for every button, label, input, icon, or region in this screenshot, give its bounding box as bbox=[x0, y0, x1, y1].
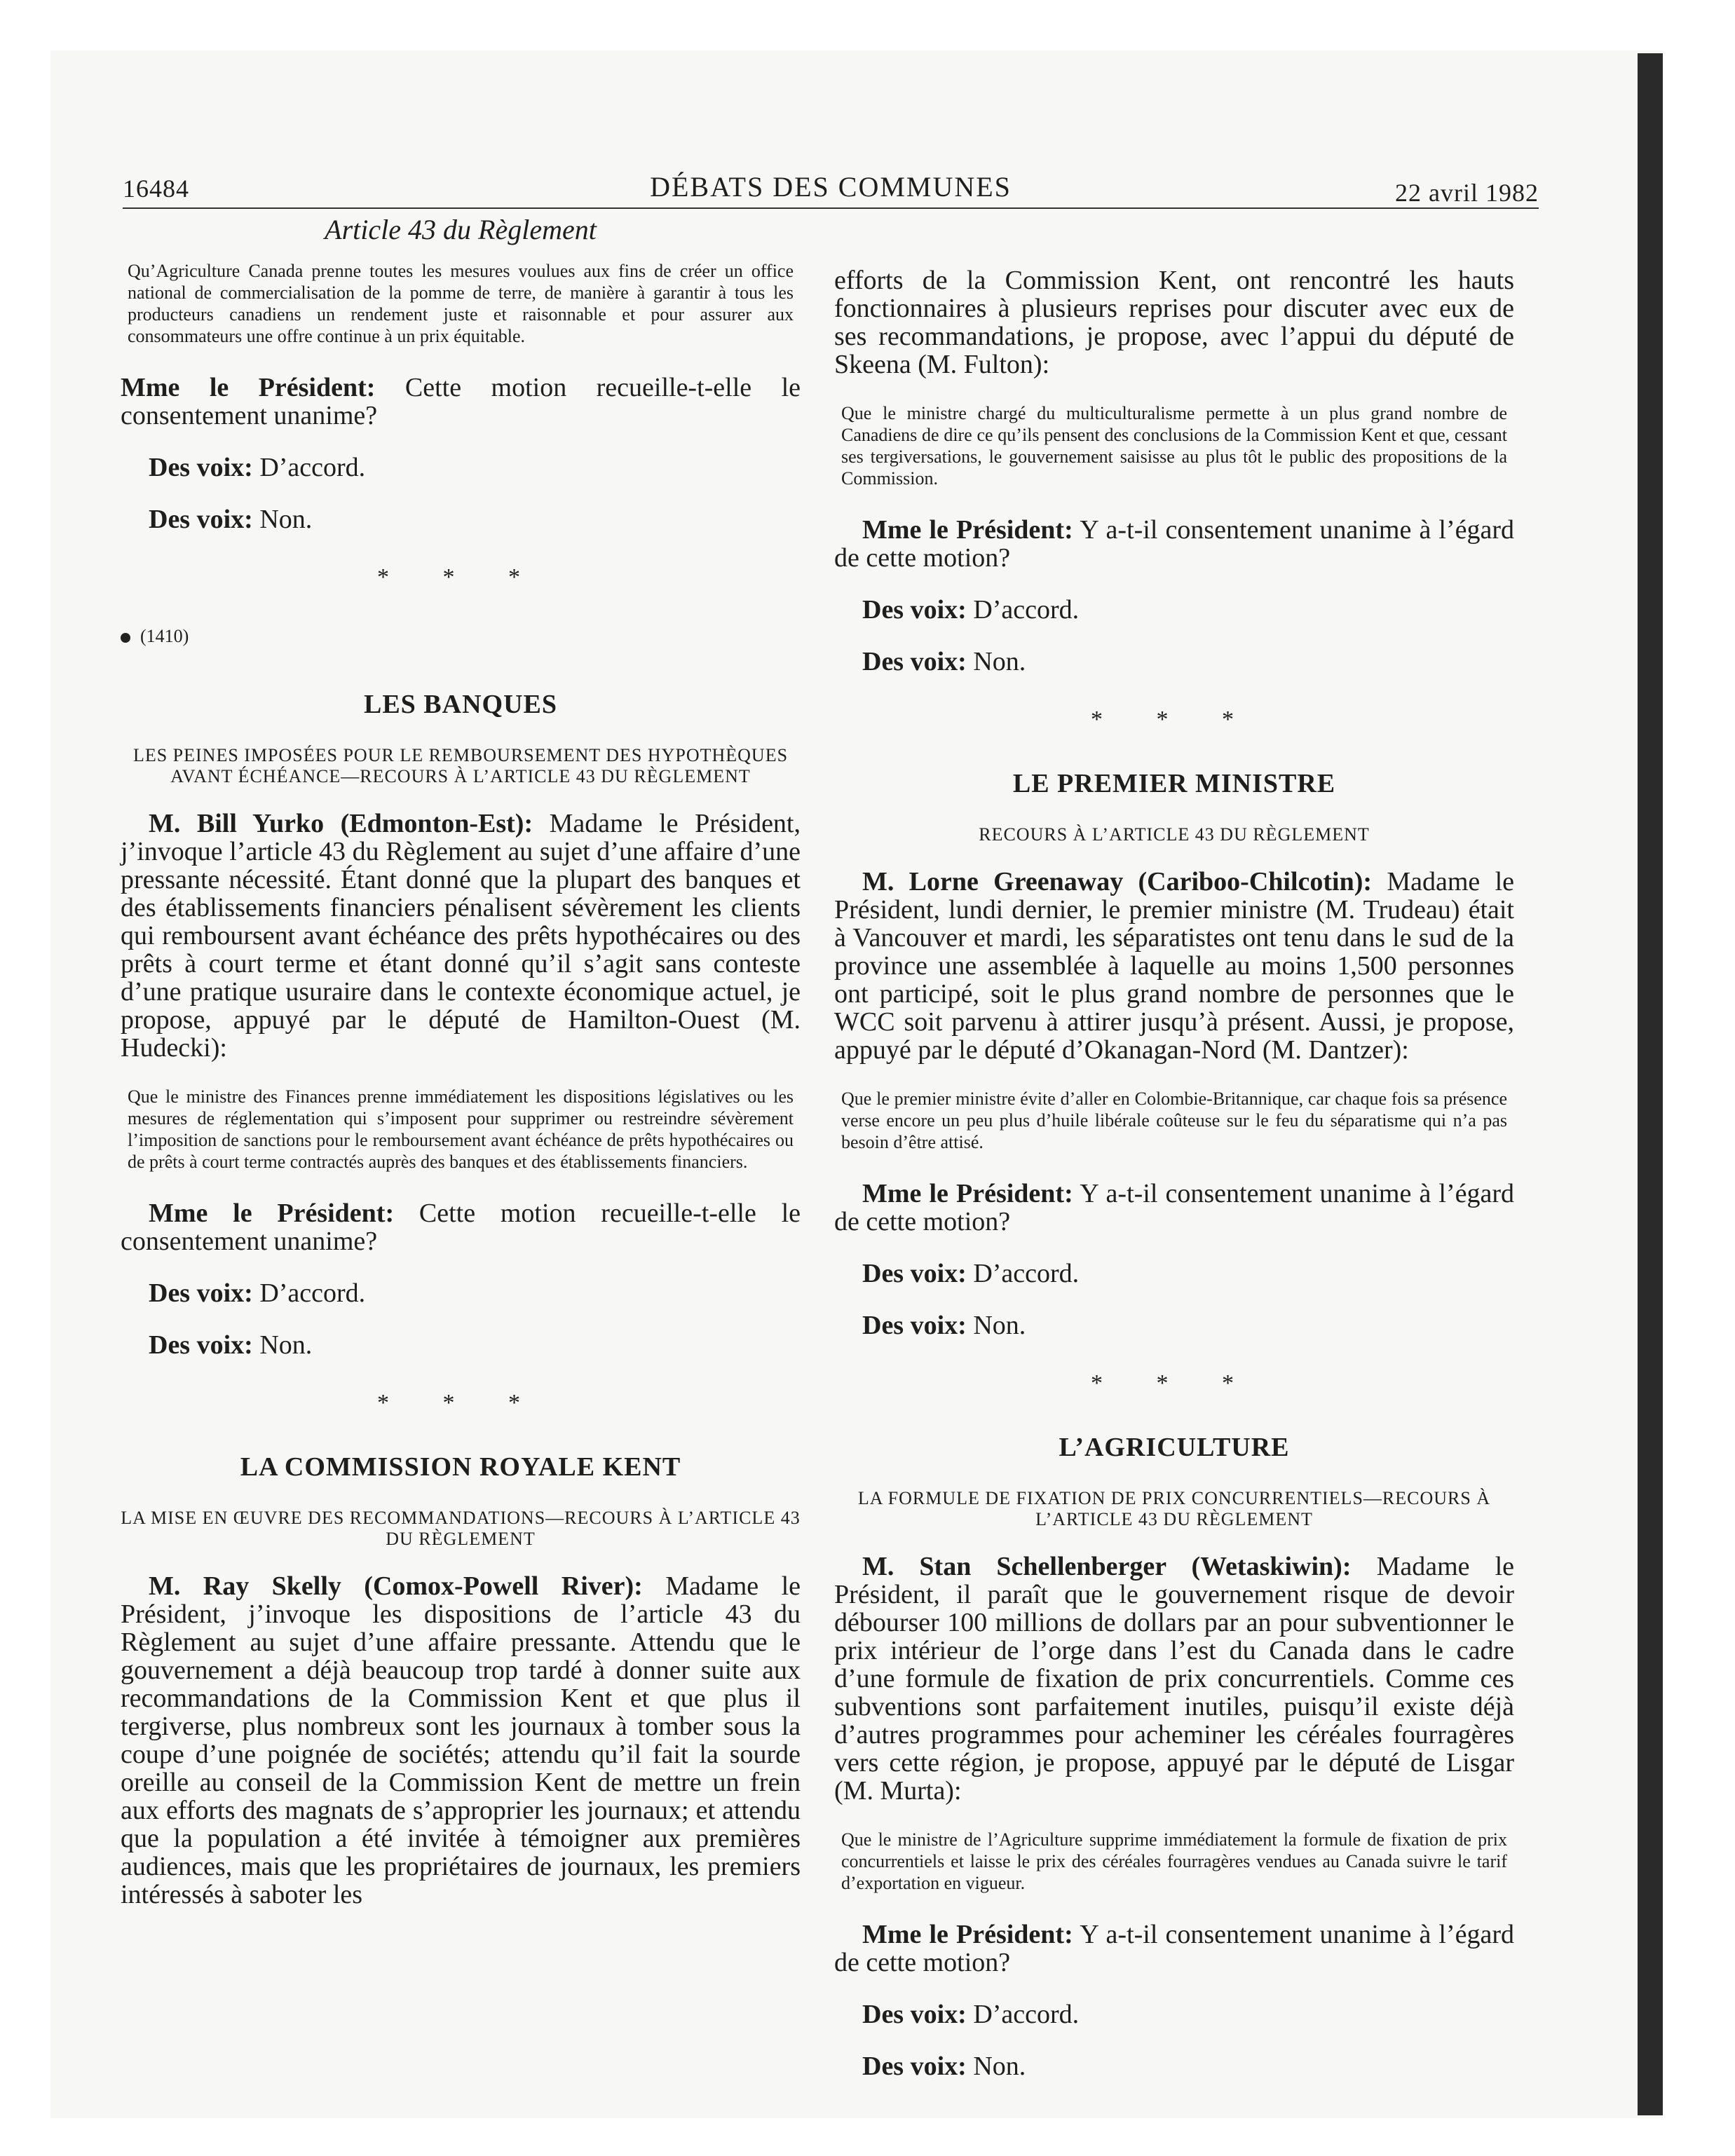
speech-text: Madame le Président, il paraît que le gouvernement risque de devoir débourser 100 millions de dollars par an pour subventionner le prix intérieur de l’orge dans l’est du Canada dans le cadre d’une formule de fixation de prix concurrentiels. Comme ces subventions sont parfaitement inutiles, puisqu’il existe déjà d’autres programmes pour acheminer les céréales fourragères vers cette région, je propose, appuyé par le député de Lisgar (M. Murta): bbox=[834, 1552, 1514, 1806]
president-question bbox=[121, 1199, 801, 1255]
page-date: 22 avril 1982 bbox=[1395, 179, 1539, 207]
voices-agree bbox=[834, 2000, 1514, 2028]
no-text: Non. bbox=[973, 1311, 1026, 1340]
journal-title: DÉBATS DES COMMUNES bbox=[650, 171, 1012, 203]
schellenberger-speech bbox=[834, 1553, 1514, 1805]
president-question bbox=[834, 516, 1514, 572]
speaker-label: M. Lorne Greenaway (Cariboo-Chilcotin): bbox=[862, 867, 1373, 896]
speaker-label: Mme le Président: bbox=[121, 373, 376, 402]
greenaway-speech bbox=[834, 868, 1514, 1064]
voices-no bbox=[834, 1311, 1514, 1339]
yurko-speech bbox=[121, 810, 801, 1062]
president-question bbox=[834, 1180, 1514, 1236]
section-separator: * * * bbox=[377, 1390, 544, 1416]
speech-text: Madame le Président, j’invoque les dispositions de l’article 43 du Règlement au sujet d’une affaire pressante. Attendu que le gouvernement a déjà beaucoup trop tardé à donner suite aux recommandations de la Commission Kent et que plus il tergiverse, plus nombreux sont les journaux à tomber sous la coupe d’une poignée de sociétés; attendu qu’il fait la sourde oreille au conseil de la Commission Kent de mettre un frein aux efforts des magnats de s’approprier les journaux; et attendu que la population a été invitée à témoigner aux premières audiences, mais que les propriétaires de journaux, les premiers intéressés à saboter les bbox=[121, 1571, 801, 1909]
pm-subheading: RECOURS À L’ARTICLE 43 DU RÈGLEMENT bbox=[979, 824, 1370, 845]
question-text: Y a-t-il consentement unanime à l’égard de cette motion? bbox=[834, 1920, 1514, 1977]
question-text: Cette motion recueille-t-elle le consentement unanime? bbox=[121, 373, 801, 430]
agri-motion: Que le ministre de l’Agriculture supprime immédiatement la formule de fixation de prix concurrentiels et laisse le prix des céréales fourragères vendues au Canada suivre le tarif d’exportation en vigueur. bbox=[841, 1829, 1507, 1893]
voices-label: Des voix: bbox=[862, 2052, 967, 2081]
right-column bbox=[834, 266, 1514, 2104]
voices-agree bbox=[834, 1260, 1514, 1288]
kent-heading: LA COMMISSION ROYALE KENT bbox=[240, 1452, 681, 1482]
voices-label: Des voix: bbox=[149, 505, 253, 534]
page-number: 16484 bbox=[123, 175, 189, 203]
banks-motion: Que le ministre des Finances prenne immédiatement les dispositions législatives ou les mesures de réglementation qui s’imposent pour supprimer ou restreindre sévèrement l’imposition de sanctions pour le remboursement avant échéance de prêts hypothécaires ou de prêts à court terme contractés auprès des banques et des établissements financiers. bbox=[128, 1086, 794, 1172]
voices-label: Des voix: bbox=[862, 595, 967, 625]
speech-text: Madame le Président, j’invoque l’article 43 du Règlement au sujet d’une affaire d’une pressante nécessité. Étant donné que la plupart des banques et des établissements financiers pénalisent sévèrement les clients qui remboursent avant échéance des prêts hypothécaires ou des prêts à court terme et étant donné qu’il s’agit sans conteste d’une pratique usuraire dans le contexte économique actuel, je propose, appuyé par le député de Hamilton-Ouest (M. Hudecki): bbox=[121, 809, 801, 1063]
voices-label: Des voix: bbox=[149, 453, 253, 482]
section-separator: * * * bbox=[1091, 1370, 1258, 1396]
kent-subheading: LA MISE EN ŒUVRE DES RECOMMANDATIONS—RECOURS À L’ARTICLE 43 DU RÈGLEMENT bbox=[121, 1508, 801, 1549]
kent-continued: efforts de la Commission Kent, ont rencontré les hauts fonctionnaires à plusieurs reprises pour discuter avec eux de ses recommandations, je propose, avec l’appui du député de Skeena (M. Fulton): bbox=[834, 266, 1514, 379]
agri-heading: L’AGRICULTURE bbox=[1059, 1433, 1290, 1462]
voices-no bbox=[834, 648, 1514, 676]
speaker-label: Mme le Président: bbox=[862, 515, 1073, 545]
question-text: Cette motion recueille-t-elle le consentement unanime? bbox=[121, 1199, 801, 1256]
voices-agree bbox=[121, 453, 801, 482]
voices-no bbox=[121, 505, 801, 533]
time-marker bbox=[121, 626, 801, 647]
voices-no bbox=[121, 1331, 801, 1359]
voices-no bbox=[834, 2052, 1514, 2080]
banks-subheading: LES PEINES IMPOSÉES POUR LE REMBOURSEMENT DES HYPOTHÈQUES AVANT ÉCHÉANCE—RECOURS À L’ARTICLE 43 DU RÈGLEMENT bbox=[132, 745, 789, 786]
page-header bbox=[123, 163, 1539, 209]
no-text: Non. bbox=[973, 647, 1026, 676]
pm-motion: Que le premier ministre évite d’aller en Colombie-Britannique, car chaque fois sa présence verse encore un peu plus d’huile libérale coûteuse sur le feu du séparatisme qui n’a pas besoin d’être attisé. bbox=[841, 1089, 1507, 1152]
agree-text: D’accord. bbox=[259, 1278, 366, 1308]
no-text: Non. bbox=[259, 1330, 313, 1360]
banks-heading: LES BANQUES bbox=[363, 690, 558, 719]
voices-label: Des voix: bbox=[862, 2000, 967, 2029]
speaker-label: M. Bill Yurko (Edmonton-Est): bbox=[149, 809, 533, 838]
voices-label: Des voix: bbox=[862, 1311, 967, 1340]
standing-order-title: Article 43 du Règlement bbox=[325, 214, 597, 245]
voices-label: Des voix: bbox=[862, 647, 967, 676]
speaker-label: Mme le Président: bbox=[862, 1920, 1073, 1949]
bullet-icon bbox=[121, 633, 130, 643]
speaker-label: M. Ray Skelly (Comox-Powell River): bbox=[149, 1571, 643, 1601]
question-text: Y a-t-il consentement unanime à l’égard de cette motion? bbox=[834, 515, 1514, 573]
scan-edge-bar bbox=[1638, 53, 1663, 2115]
left-column bbox=[121, 210, 801, 1932]
speaker-label: Mme le Président: bbox=[862, 1179, 1073, 1208]
section-separator: * * * bbox=[377, 564, 544, 590]
president-question bbox=[834, 1920, 1514, 1977]
agree-text: D’accord. bbox=[973, 1259, 1080, 1288]
voices-agree bbox=[834, 596, 1514, 624]
potato-motion: Qu’Agriculture Canada prenne toutes les mesures voulues aux fins de créer un office national de commercialisation de la pomme de terre, de manière à garantir à tous les producteurs canadiens un rendement juste et raisonnable et pour assurer aux consommateurs une offre continue à un prix équitable. bbox=[128, 261, 794, 346]
agree-text: D’accord. bbox=[973, 595, 1080, 625]
speech-text: Madame le Président, lundi dernier, le premier ministre (M. Trudeau) était à Vancouver et mardi, les séparatistes ont tenu dans le sud de la province une assemblée à laquelle au moins 1,500 personnes ont participé, soit le plus grand nombre de personnes que le WCC soit parvenu à attirer jusqu’à présent. Aussi, je propose, appuyé par le député d’Okanagan-Nord (M. Dantzer): bbox=[834, 867, 1514, 1065]
pm-heading: LE PREMIER MINISTRE bbox=[1012, 769, 1336, 798]
speaker-label: Mme le Président: bbox=[149, 1199, 395, 1228]
question-text: Y a-t-il consentement unanime à l’égard de cette motion? bbox=[834, 1179, 1514, 1236]
no-text: Non. bbox=[973, 2052, 1026, 2081]
voices-label: Des voix: bbox=[149, 1330, 253, 1360]
president-question bbox=[121, 374, 801, 430]
voices-label: Des voix: bbox=[862, 1259, 967, 1288]
time-marker-text: (1410) bbox=[140, 626, 189, 646]
agri-subheading: LA FORMULE DE FIXATION DE PRIX CONCURRENTIELS—RECOURS À L’ARTICLE 43 DU RÈGLEMENT bbox=[857, 1488, 1491, 1529]
kent-motion: Que le ministre chargé du multiculturalisme permette à un plus grand nombre de Canadiens de dire ce qu’ils pensent des conclusions de la Commission Kent et que, cessant ses tergiversations, le gouvernement saisisse au plus tôt le public des propositions de la Commission. bbox=[841, 403, 1507, 489]
voices-label: Des voix: bbox=[149, 1278, 253, 1308]
section-separator: * * * bbox=[1091, 707, 1258, 732]
no-text: Non. bbox=[259, 505, 313, 534]
agree-text: D’accord. bbox=[973, 2000, 1080, 2029]
skelly-speech bbox=[121, 1572, 801, 1909]
speaker-label: M. Stan Schellenberger (Wetaskiwin): bbox=[862, 1552, 1352, 1581]
voices-agree bbox=[121, 1279, 801, 1307]
agree-text: D’accord. bbox=[259, 453, 366, 482]
